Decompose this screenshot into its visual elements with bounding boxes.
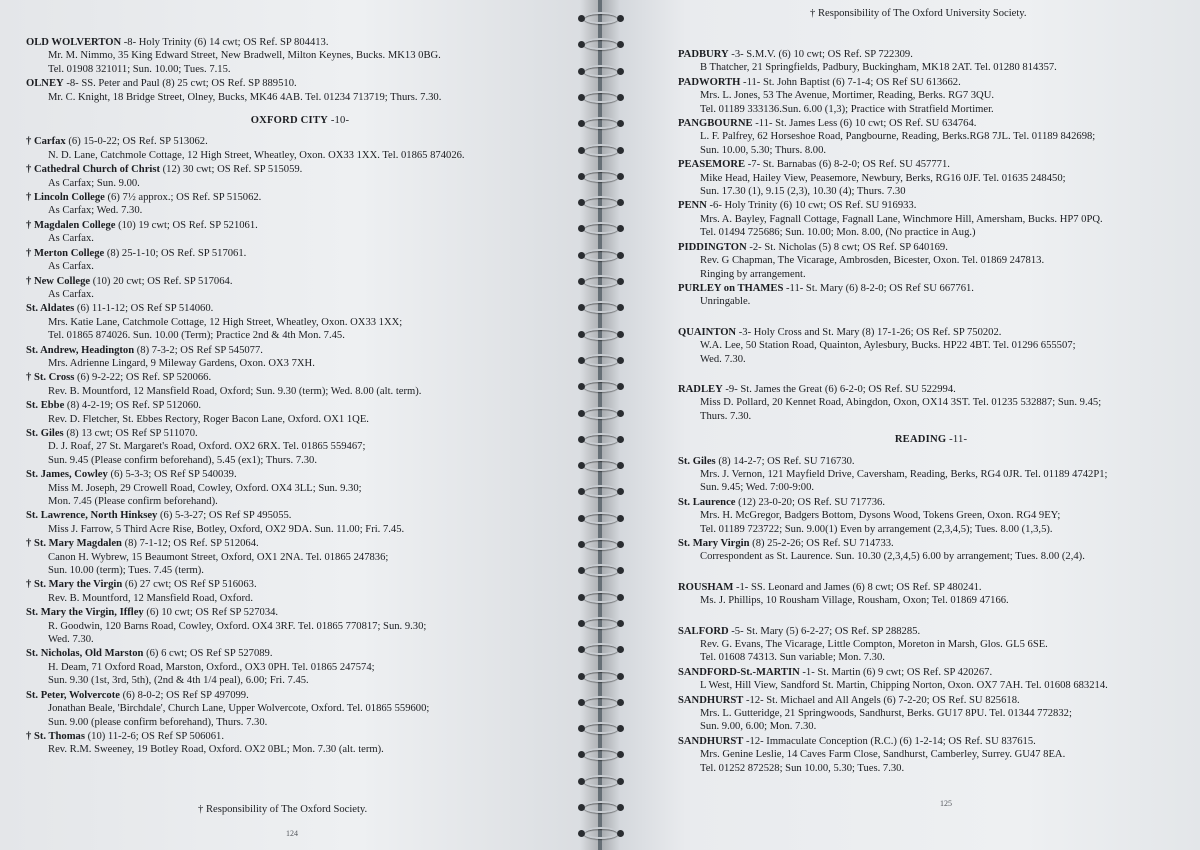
section-heading-oxford-city: [26, 114, 574, 127]
entry-detail-line: Mrs. L. Gutteridge, 21 Springwoods, Sandhurst, Berks. GU17 8PU. Tel. 01344 772832;: [700, 708, 1072, 720]
entry-detail-line: Sun. 9.45; Wed. 7:00-9:00.: [700, 482, 815, 494]
punch-hole: [578, 620, 585, 627]
entry-description: (8) 7-1-12; OS Ref. SP 512064.: [121, 538, 259, 550]
entry-heading: [26, 247, 574, 260]
entry-description: (6) 6 cwt; OS Ref SP 527089.: [143, 648, 273, 660]
entry-heading: [26, 730, 574, 743]
entry-description: (8) 4-2-19; OS Ref. SP 512060.: [64, 400, 202, 412]
entry-name: † New College: [26, 275, 91, 287]
entry-detail-line: Tel. 01908 321011; Sun. 10.00; Tues. 7.15.: [48, 63, 231, 75]
entry-description: (8) 25-2-26; OS Ref. SU 714733.: [749, 538, 894, 549]
entry-detail-line: Ms. J. Phillips, 10 Rousham Village, Rousham, Oxon; Tel. 01869 47166.: [700, 595, 1009, 607]
entry-heading: [26, 371, 574, 384]
entry-name: † Merton College: [26, 247, 105, 259]
entry-detail-line: Mon. 7.45 (Please confirm beforehand).: [48, 496, 218, 507]
entry-detail-line: Rev. B. Mountford, 12 Mansfield Road, Oxford.: [48, 592, 253, 604]
binding-coil: [583, 407, 619, 419]
entry-description: (10) 19 cwt; OS Ref. SP 521061.: [115, 219, 258, 231]
punch-hole: [578, 594, 585, 601]
binding-coil: [583, 354, 619, 366]
entry-description: (6) 8-0-2; OS Ref SP 497099.: [119, 689, 249, 701]
entry-name: St. Mary the Virgin, Iffley: [26, 607, 144, 619]
entry-detail-line: Mr. M. Nimmo, 35 King Edward Street, New Bradwell, Milton Keynes, Bucks. MK13 0BG.: [48, 50, 441, 62]
listing-entry: [678, 496, 1184, 536]
binding-coil: [583, 275, 619, 287]
entry-description: (10) 20 cwt; OS Ref. SP 517064.: [90, 275, 233, 287]
listing-entry: [26, 302, 574, 342]
entry-detail-line: Tel. 01494 725686; Sun. 10.00; Mon. 8.00, (No practice in Aug.): [700, 227, 976, 239]
punch-hole: [578, 147, 585, 154]
listing-entry: [26, 537, 574, 577]
entry-heading: [678, 694, 1184, 707]
punch-hole: [617, 331, 624, 338]
entry-detail-line: Mrs. Adrienne Lingard, 9 Mileway Gardens, Oxon. OX3 7XH.: [48, 357, 315, 369]
punch-hole: [578, 804, 585, 811]
entry-detail-line: As Carfax; Sun. 9.00.: [48, 177, 140, 189]
punch-hole: [617, 173, 624, 180]
entry-detail-line: Rev. G Chapman, The Vicarage, Ambrosden, Bicester, Oxon. Tel. 01869 247813.: [700, 255, 1045, 267]
entry-description: (12) 30 cwt; OS Ref. SP 515059.: [160, 164, 303, 176]
entry-description: (6) 10 cwt; OS Ref SP 527034.: [143, 607, 279, 619]
binding-coil: [583, 249, 619, 261]
listing-entry: [678, 694, 1184, 734]
entry-detail-line: Rev. B. Mountford, 12 Mansfield Road, Oxford; Sun. 9.30 (term); Wed. 8.00 (alt. term).: [48, 385, 422, 397]
entry-heading: [678, 76, 1184, 89]
listing-entry: [678, 326, 1184, 366]
entry-heading: [26, 77, 574, 90]
entry-name: St. James, Cowley: [26, 469, 108, 481]
entry-name: † Lincoln College: [26, 192, 105, 204]
entry-detail-line: Mrs. L. Jones, 53 The Avenue, Mortimer, Reading, Berks. RG7 3QU.: [700, 90, 995, 102]
entry-detail-line: L. F. Palfrey, 62 Horseshoe Road, Pangbourne, Reading, Berks.RG8 7JL. Tel. 01189 842698;: [700, 131, 1096, 143]
entry-heading: [678, 199, 1184, 212]
punch-hole: [617, 673, 624, 680]
entry-heading: [26, 578, 574, 591]
listing-entry: [26, 344, 574, 371]
left-column: [26, 36, 574, 758]
entry-description: (8) 25-1-10; OS Ref. SP 517061.: [104, 247, 247, 259]
listing-entry: [678, 537, 1184, 564]
binding-coil: [583, 144, 619, 156]
entry-detail-line: Rev. G. Evans, The Vicarage, Little Compton, Moreton in Marsh, Glos. GL5 6SE.: [700, 639, 1048, 651]
binding-coil: [583, 170, 619, 182]
listing-entry: [26, 219, 574, 246]
punch-hole: [578, 410, 585, 417]
entry-detail-line: As Carfax.: [48, 288, 94, 300]
entry-description: -1- SS. Leonard and James (6) 8 cwt; OS Ref. SP 480241.: [733, 581, 982, 593]
entry-detail-line: Wed. 7.30.: [700, 353, 746, 365]
entry-name: QUAINTON: [678, 326, 737, 338]
entry-detail-line: Tel. 01865 874026. Sun. 10.00 (Term); Practice 2nd & 4th Mon. 7.45.: [48, 330, 345, 342]
entry-detail-line: N. D. Lane, Catchmole Cottage, 12 High Street, Wheatley, Oxon. OX33 1XX. Tel. 01865 874026.: [48, 149, 465, 161]
entry-heading: [26, 647, 574, 660]
listing-entry: [678, 625, 1184, 665]
entry-description: (6) 9-2-22; OS Ref. SP 520066.: [74, 372, 212, 384]
punch-hole: [617, 252, 624, 259]
punch-hole: [578, 515, 585, 522]
entry-heading: [678, 735, 1184, 748]
entry-description: -12- Immaculate Conception (R.C.) (6) 1-2-14; OS Ref. SU 837615.: [743, 735, 1036, 747]
punch-hole: [617, 804, 624, 811]
entry-heading: [678, 326, 1184, 339]
listing-entry: [678, 76, 1184, 116]
entry-heading: [678, 282, 1184, 295]
entry-detail-line: Mrs. J. Vernon, 121 Mayfield Drive, Caversham, Reading, Berks, RG4 0JR. Tel. 01189 4742P1;: [700, 468, 1108, 480]
entry-name: St. Peter, Wolvercote: [26, 689, 120, 701]
entry-heading: [26, 302, 574, 315]
binding-coil: [583, 12, 619, 24]
entry-name: † St. Cross: [26, 372, 75, 384]
binding-coil: [583, 670, 619, 682]
left-page-number: 124: [286, 829, 298, 838]
binding-coil: [583, 591, 619, 603]
listing-entry: [26, 36, 574, 76]
punch-hole: [617, 699, 624, 706]
entry-heading: [678, 158, 1184, 171]
entry-name: † St. Thomas: [26, 730, 85, 742]
listing-entry: [678, 455, 1184, 495]
listing-entry: [678, 241, 1184, 281]
listing-entry: [26, 468, 574, 508]
punch-hole: [617, 778, 624, 785]
listing-entry: [26, 606, 574, 646]
listing-entry: [678, 666, 1184, 693]
punch-hole: [578, 699, 585, 706]
entry-description: (8) 7-3-2; OS Ref SP 545077.: [134, 344, 263, 356]
entry-name: St. Giles: [26, 427, 64, 439]
listing-entry: [26, 77, 574, 104]
right-page: [602, 0, 1200, 850]
entry-heading: [678, 241, 1184, 254]
entry-heading: [26, 689, 574, 702]
punch-hole: [617, 147, 624, 154]
section-number: -10-: [327, 115, 350, 127]
punch-hole: [578, 252, 585, 259]
entry-description: -12- St. Michael and All Angels (6) 7-2-20; OS Ref. SU 825618.: [743, 694, 1020, 706]
punch-hole: [617, 94, 624, 101]
entry-heading: [678, 496, 1184, 509]
entry-detail-line: Rev. R.M. Sweeney, 19 Botley Road, Oxford. OX2 0BL; Mon. 7.30 (alt. term).: [48, 744, 384, 756]
listing-entry: [678, 282, 1184, 309]
entry-name: PADBURY: [678, 49, 729, 60]
punch-hole: [578, 436, 585, 443]
binding-coil: [583, 696, 619, 708]
binding-coil: [583, 65, 619, 77]
entry-description: -9- St. James the Great (6) 6-2-0; OS Ref. SU 522994.: [722, 383, 956, 395]
punch-hole: [617, 68, 624, 75]
entry-detail-line: Ringing by arrangement.: [700, 268, 806, 280]
entry-detail-line: Mike Head, Hailey View, Peasemore, Newbury, Berks, RG16 0JF. Tel. 01635 248450;: [700, 172, 1066, 184]
right-page-number: 125: [940, 799, 952, 808]
entry-heading: [26, 275, 574, 288]
entry-detail-line: Mrs. Genine Leslie, 14 Caves Farm Close, Sandhurst, Camberley, Surrey. GU47 8EA.: [700, 749, 1066, 761]
binding-coil: [583, 196, 619, 208]
left-page: [0, 0, 598, 850]
entry-detail-line: Mrs. H. McGregor, Badgers Bottom, Dysons Wood, Tokens Green, Oxon. RG4 9EY;: [700, 510, 1061, 522]
entry-heading: [26, 399, 574, 412]
listing-entry: [26, 371, 574, 398]
entry-detail-line: Sun. 10.00 (term); Tues. 7.45 (term).: [48, 565, 204, 577]
entry-description: -8- Holy Trinity (6) 14 cwt; OS Ref. SP 804413.: [121, 37, 329, 48]
entry-detail-line: Sun. 9.00 (please confirm beforehand), Thurs. 7.30.: [48, 716, 268, 728]
entry-description: (6) 5-3-3; OS Ref SP 540039.: [107, 469, 237, 481]
entry-heading: [26, 163, 574, 176]
entry-name: RADLEY: [678, 383, 723, 395]
binding-coil: [583, 512, 619, 524]
binding-coil: [583, 91, 619, 103]
entry-detail-line: Thurs. 7.30.: [700, 410, 752, 422]
entry-name: SALFORD: [678, 625, 729, 637]
binding-coil: [583, 538, 619, 550]
entry-name: SANDFORD-St.-MARTIN: [678, 666, 800, 678]
entry-description: (12) 23-0-20; OS Ref. SU 717736.: [735, 496, 885, 508]
entry-name: PANGBOURNE: [678, 118, 753, 130]
right-header-note: † Responsibility of The Oxford University Society.: [810, 8, 1027, 19]
entry-detail-line: Tel. 01252 872528; Sun 10.00, 5.30; Tues. 7.30.: [700, 762, 905, 774]
binding-coil: [583, 775, 619, 787]
entry-heading: [26, 468, 574, 481]
entry-detail-line: Tel. 01189 723722; Sun. 9.00(1) Even by arrangement (2,3,4,5); Tues. 8.00 (1,3,5).: [700, 523, 1053, 535]
entry-name: PIDDINGTON: [678, 241, 747, 253]
punch-hole: [578, 15, 585, 22]
entry-description: -2- St. Nicholas (5) 8 cwt; OS Ref. SP 640169.: [746, 241, 948, 253]
binding-coil: [583, 801, 619, 813]
right-column: [678, 48, 1184, 776]
entry-name: St. Nicholas, Old Marston: [26, 648, 144, 660]
entry-name: † St. Mary the Virgin: [26, 579, 123, 591]
entry-heading: [678, 383, 1184, 396]
section-title: OXFORD CITY: [250, 115, 328, 127]
entry-name: PEASEMORE: [678, 159, 746, 171]
entry-description: -6- Holy Trinity (6) 10 cwt; OS Ref. SU 916933.: [706, 200, 917, 212]
listing-entry: [26, 399, 574, 426]
binding-coil: [583, 328, 619, 340]
entry-detail-line: W.A. Lee, 50 Station Road, Quainton, Aylesbury, Bucks. HP22 4BT. Tel. 01296 655507;: [700, 340, 1076, 352]
entry-detail-line: R. Goodwin, 120 Barns Road, Cowley, Oxford. OX4 3RF. Tel. 01865 770817; Sun. 9.30;: [48, 620, 427, 632]
listing-entry: [678, 383, 1184, 423]
entry-detail-line: Mrs. A. Bayley, Fagnall Cottage, Fagnall Lane, Winchmore Hill, Amersham, Bucks. HP7 0PQ.: [700, 213, 1103, 225]
listing-entry: [26, 730, 574, 757]
listing-entry: [26, 275, 574, 302]
punch-hole: [617, 15, 624, 22]
entry-detail-line: Sun. 10.00, 5.30; Thurs. 8.00.: [700, 144, 827, 156]
entry-heading: [26, 344, 574, 357]
punch-hole: [617, 515, 624, 522]
punch-hole: [578, 331, 585, 338]
listing-entry: [678, 199, 1184, 239]
entry-detail-line: Sun. 9.30 (1st, 3rd, 5th), (2nd & 4th 1/4 peal), 6.00; Fri. 7.45.: [48, 675, 309, 687]
entry-detail-line: Rev. D. Fletcher, St. Ebbes Rectory, Roger Bacon Lane, Oxford. OX1 1QE.: [48, 413, 369, 425]
entry-description: -11- St. John Baptist (6) 7-1-4; OS Ref SU 613662.: [740, 76, 961, 88]
left-footnote: † Responsibility of The Oxford Society.: [198, 804, 368, 815]
entry-heading: [26, 191, 574, 204]
entry-name: † Magdalen College: [26, 219, 116, 231]
entry-detail-line: Mrs. Katie Lane, Catchmole Cottage, 12 High Street, Wheatley, Oxon. OX33 1XX;: [48, 316, 403, 328]
entry-description: -3- Holy Cross and St. Mary (8) 17-1-26; OS Ref. SP 750202.: [736, 326, 1002, 338]
entry-detail-line: D. J. Roaf, 27 St. Margaret's Road, Oxford. OX2 6RX. Tel. 01865 559467;: [48, 441, 366, 453]
section-number: -11-: [946, 434, 968, 446]
punch-hole: [617, 541, 624, 548]
listing-entry: [26, 689, 574, 729]
listing-entry: [26, 191, 574, 218]
section-title: READING: [894, 434, 947, 446]
entry-detail-line: Jonathan Beale, 'Birchdale', Church Lane, Upper Wolvercote, Oxford. Tel. 01865 559600;: [48, 703, 430, 715]
entry-detail-line: Correspondent as St. Laurence. Sun. 10.30 (2,3,4,5) 6.00 by arrangement; Tues. 8.00 (2,4).: [700, 551, 1085, 563]
entry-detail-line: Sun. 9.45 (Please confirm beforehand), 5.45 (ex1); Thurs. 7.30.: [48, 454, 318, 466]
entry-name: St. Ebbe: [26, 400, 65, 412]
entry-description: -1- St. Martin (6) 9 cwt; OS Ref. SP 420267.: [799, 666, 993, 678]
entry-description: (8) 13 cwt; OS Ref SP 511070.: [63, 427, 198, 439]
entry-heading: [26, 537, 574, 550]
binding-coil: [583, 433, 619, 445]
entry-detail-line: Sun. 9.00, 6.00; Mon. 7.30.: [700, 721, 817, 733]
entry-heading: [678, 455, 1184, 468]
entry-description: (6) 15-0-22; OS Ref. SP 513062.: [65, 136, 208, 148]
punch-hole: [578, 778, 585, 785]
entry-name: † St. Mary Magdalen: [26, 538, 122, 550]
entry-name: St. Lawrence, North Hinksey: [26, 510, 158, 522]
entry-name: St. Andrew, Headington: [26, 344, 135, 356]
entry-name: PURLEY on THAMES: [678, 282, 784, 294]
entry-description: (10) 11-2-6; OS Ref SP 506061.: [84, 730, 224, 742]
entry-name: PENN: [678, 200, 707, 212]
entry-detail-line: B Thatcher, 21 Springfields, Padbury, Buckingham, MK18 2AT. Tel. 01280 814357.: [700, 62, 1057, 74]
entry-heading: [26, 427, 574, 440]
entry-detail-line: Sun. 17.30 (1), 9.15 (2,3), 10.30 (4); Thurs. 7.30: [700, 186, 906, 198]
entry-detail-line: Wed. 7.30.: [48, 634, 94, 646]
entry-heading: [26, 606, 574, 619]
entry-detail-line: H. Deam, 71 Oxford Road, Marston, Oxford., OX3 0PH. Tel. 01865 247574;: [48, 661, 375, 673]
entry-name: St. Laurence: [678, 496, 736, 508]
section-heading-reading: [678, 433, 1184, 446]
entry-heading: [26, 509, 574, 522]
entry-detail-line: As Carfax.: [48, 233, 94, 245]
entry-detail-line: Miss J. Farrow, 5 Third Acre Rise, Botley, Oxford, OX2 9DA. Sun. 11.00; Fri. 7.45.: [48, 523, 405, 535]
listing-entry: [26, 247, 574, 274]
entry-detail-line: L West, Hill View, Sandford St. Martin, Chipping Norton, Oxon. OX7 7AH. Tel. 01608 683214.: [700, 680, 1108, 692]
entry-description: (6) 27 cwt; OS Ref SP 516063.: [122, 579, 257, 591]
binding-coil: [583, 617, 619, 629]
entry-name: ROUSHAM: [678, 581, 734, 593]
listing-entry: [678, 158, 1184, 198]
entry-name: OLD WOLVERTON: [26, 37, 122, 48]
entry-name: St. Aldates: [26, 303, 75, 315]
entry-description: (8) 14-2-7; OS Ref. SU 716730.: [715, 455, 855, 467]
listing-entry: [678, 581, 1184, 608]
entry-description: (6) 5-3-27; OS Ref SP 495055.: [157, 510, 292, 522]
punch-hole: [578, 673, 585, 680]
entry-description: -5- St. Mary (5) 6-2-27; OS Ref. SP 288285.: [728, 625, 921, 637]
entry-description: (6) 7½ approx.; OS Ref. SP 515062.: [104, 192, 262, 204]
listing-entry: [26, 135, 574, 162]
entry-name: OLNEY: [26, 78, 64, 90]
entry-name: SANDHURST: [678, 735, 744, 747]
entry-heading: [678, 581, 1184, 594]
entry-heading: [678, 48, 1184, 61]
entry-heading: [26, 135, 574, 148]
listing-entry: [678, 735, 1184, 775]
entry-description: -11- St. Mary (6) 8-2-0; OS Ref SU 667761.: [783, 282, 974, 294]
entry-name: PADWORTH: [678, 76, 741, 88]
punch-hole: [617, 278, 624, 285]
punch-hole: [578, 94, 585, 101]
entry-name: SANDHURST: [678, 694, 744, 706]
listing-entry: [26, 509, 574, 536]
entry-description: -7- St. Barnabas (6) 8-2-0; OS Ref. SU 457771.: [745, 159, 950, 171]
entry-description: -11- St. James Less (6) 10 cwt; OS Ref. SU 634764.: [752, 118, 977, 130]
binding-coil: [583, 722, 619, 734]
binding-coil: [583, 459, 619, 471]
entry-detail-line: As Carfax; Wed. 7.30.: [48, 205, 143, 217]
entry-detail-line: Tel. 01189 333136.Sun. 6.00 (1,3); Practice with Stratfield Mortimer.: [700, 103, 994, 115]
punch-hole: [617, 594, 624, 601]
entry-name: † Carfax: [26, 136, 66, 148]
punch-hole: [578, 68, 585, 75]
entry-detail-line: Tel. 01608 74313. Sun variable; Mon. 7.30.: [700, 652, 885, 664]
punch-hole: [578, 541, 585, 548]
entry-detail-line: Unringable.: [700, 296, 751, 308]
listing-entry: [678, 48, 1184, 75]
listing-entry: [26, 163, 574, 190]
entry-heading: [678, 117, 1184, 130]
entry-heading: [678, 537, 1184, 550]
listing-entry: [26, 427, 574, 467]
entry-detail-line: As Carfax.: [48, 261, 94, 273]
entry-heading: [26, 36, 574, 49]
entry-heading: [678, 625, 1184, 638]
entry-detail-line: Miss D. Pollard, 20 Kennet Road, Abingdon, Oxon, OX14 3ST. Tel. 01235 532887; Sun. 9.45;: [700, 397, 1102, 409]
punch-hole: [578, 173, 585, 180]
entry-detail-line: Mr. C. Knight, 18 Bridge Street, Olney, Bucks, MK46 4AB. Tel. 01234 713719; Thurs. 7.30.: [48, 91, 442, 103]
punch-hole: [578, 278, 585, 285]
punch-hole: [617, 436, 624, 443]
punch-hole: [617, 357, 624, 364]
entry-name: † Cathedral Church of Christ: [26, 164, 160, 176]
entry-heading: [26, 219, 574, 232]
entry-name: St. Mary Virgin: [678, 538, 750, 549]
punch-hole: [617, 410, 624, 417]
entry-detail-line: Miss M. Joseph, 29 Crowell Road, Cowley, Oxford. OX4 3LL; Sun. 9.30;: [48, 482, 362, 494]
entry-description: -8- SS. Peter and Paul (8) 25 cwt; OS Ref. SP 889510.: [63, 78, 297, 90]
entry-description: (6) 11-1-12; OS Ref SP 514060.: [74, 303, 214, 315]
entry-heading: [678, 666, 1184, 679]
listing-entry: [678, 117, 1184, 157]
listing-entry: [26, 647, 574, 687]
listing-entry: [26, 578, 574, 605]
entry-name: St. Giles: [678, 455, 716, 467]
entry-description: -3- S.M.V. (6) 10 cwt; OS Ref. SP 722309.: [728, 49, 913, 60]
punch-hole: [578, 357, 585, 364]
punch-hole: [617, 620, 624, 627]
entry-detail-line: Canon H. Wybrew, 15 Beaumont Street, Oxford, OX1 2NA. Tel. 01865 247836;: [48, 551, 389, 563]
